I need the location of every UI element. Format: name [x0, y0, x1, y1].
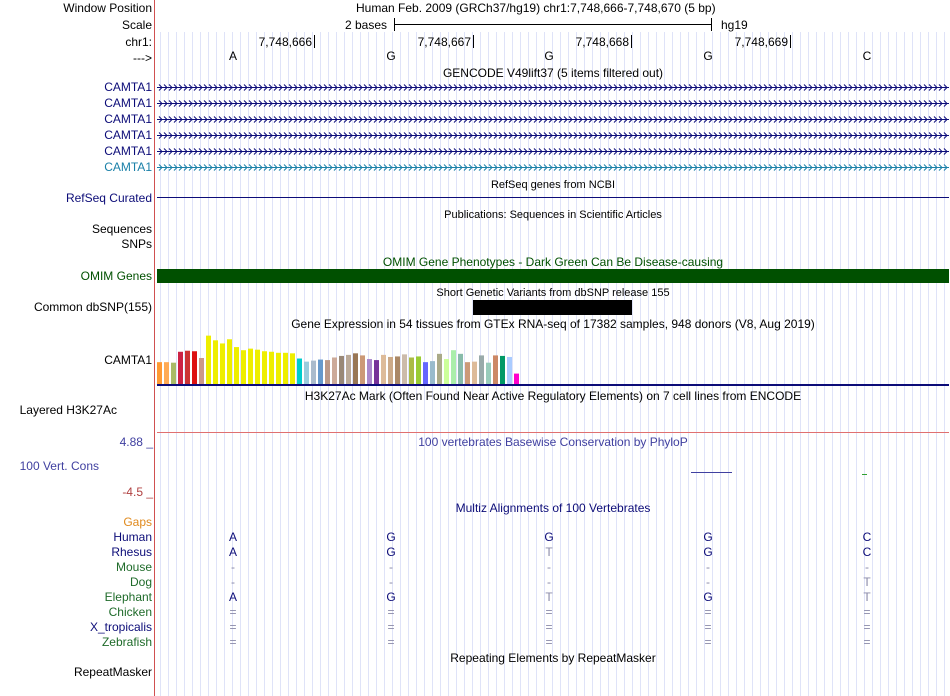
multiz-base: - [231, 575, 235, 589]
h3k27ac-track-title: H3K27Ac Mark (Often Found Near Active Regulatory Elements) on 7 cell lines from ENCODE [304, 389, 802, 403]
gencode-transcript-label[interactable]: CAMTA1 [104, 96, 152, 110]
multiz-base: G [703, 590, 713, 604]
multiz-base: G [544, 530, 554, 544]
multiz-base: = [863, 635, 871, 649]
refseq-label[interactable]: RefSeq Curated [65, 191, 152, 205]
gtex-label[interactable]: CAMTA1 [104, 353, 152, 367]
gtex-tissue-bar[interactable] [395, 356, 400, 384]
ruler-tick [790, 35, 791, 48]
multiz-base: = [545, 620, 553, 634]
window-position-label: Window Position [63, 1, 152, 15]
dbsnp-variant-block[interactable] [473, 300, 632, 315]
gtex-tissue-bar[interactable] [374, 360, 379, 384]
gtex-tissue-bar[interactable] [283, 353, 288, 384]
gtex-tissue-bar[interactable] [297, 359, 302, 384]
multiz-species-label[interactable]: X_tropicalis [89, 620, 152, 634]
gtex-tissue-bar[interactable] [346, 355, 351, 384]
refseq-track-title: RefSeq genes from NCBI [490, 179, 616, 191]
rmsk-label[interactable]: RepeatMasker [73, 665, 152, 679]
cons-max-label: 4.88 _ [119, 435, 153, 449]
multiz-base: A [228, 530, 237, 544]
gtex-tissue-bar[interactable] [262, 351, 267, 384]
ruler-base: G [703, 49, 713, 63]
ruler-tick [631, 35, 632, 48]
gtex-tissue-bar[interactable] [500, 356, 505, 384]
gtex-tissue-bar[interactable] [388, 357, 393, 384]
gtex-tissue-bar[interactable] [220, 343, 225, 384]
cons-min-label: -4.5 _ [122, 485, 153, 499]
multiz-base: = [863, 620, 871, 634]
scale-bar [394, 24, 712, 25]
multiz-base: - [547, 560, 551, 574]
gtex-tissue-bar[interactable] [402, 354, 407, 384]
gtex-tissue-bar[interactable] [486, 363, 491, 384]
gencode-transcript-label[interactable]: CAMTA1 [104, 160, 152, 174]
h3k27ac-label[interactable]: Layered H3K27Ac [19, 403, 117, 417]
multiz-base: = [704, 635, 712, 649]
gtex-tissue-bar[interactable] [248, 349, 253, 384]
gtex-tissue-bar[interactable] [178, 352, 183, 384]
multiz-base: = [387, 620, 395, 634]
multiz-base: = [545, 605, 553, 619]
dbsnp-label[interactable]: Common dbSNP(155) [33, 300, 152, 314]
multiz-base: T [863, 590, 871, 604]
multiz-base: T [545, 545, 553, 559]
gtex-tissue-bar[interactable] [514, 374, 519, 384]
multiz-base: = [704, 620, 712, 634]
multiz-species-label[interactable]: Dog [129, 575, 152, 589]
multiz-base: - [706, 560, 710, 574]
pubs-track-title: Publications: Sequences in Scientific Articles [444, 209, 662, 221]
gtex-tissue-bar[interactable] [206, 336, 211, 384]
gtex-tissue-bar[interactable] [409, 357, 414, 384]
omim-label[interactable]: OMIM Genes [80, 269, 152, 283]
multiz-base: = [863, 605, 871, 619]
gtex-tissue-bar[interactable] [381, 355, 386, 384]
gtex-tissue-bar[interactable] [360, 355, 365, 384]
gtex-expression-chart[interactable] [156, 330, 536, 385]
gtex-tissue-bar[interactable] [234, 347, 239, 384]
gtex-tissue-bar[interactable] [255, 350, 260, 384]
gtex-tissue-bar[interactable] [164, 362, 169, 384]
multiz-species-label[interactable]: Gaps [123, 515, 152, 529]
ruler-position-label: 7,748,668 [575, 35, 629, 49]
omim-track-title: OMIM Gene Phenotypes - Dark Green Can Be Disease-causing [382, 255, 724, 269]
refseq-gene-line[interactable] [157, 197, 949, 198]
multiz-species-label[interactable]: Chicken [108, 605, 152, 619]
scale-bar-left-tick [394, 18, 395, 31]
gtex-tissue-bar[interactable] [192, 351, 197, 384]
multiz-base: G [703, 545, 713, 559]
pubs-snps-label[interactable]: SNPs [121, 237, 152, 251]
gtex-tissue-bar[interactable] [269, 352, 274, 384]
gencode-transcript-label[interactable]: CAMTA1 [104, 80, 152, 94]
gencode-transcript-label[interactable]: CAMTA1 [104, 144, 152, 158]
gtex-tissue-bar[interactable] [325, 360, 330, 384]
db-label: hg19 [721, 18, 748, 32]
gtex-tissue-bar[interactable] [213, 340, 218, 384]
gtex-track-title: Gene Expression in 54 tissues from GTEx RNA-seq of 17382 samples, 948 donors (V8, Aug 2019) [291, 317, 815, 331]
multiz-base: = [229, 620, 237, 634]
gencode-transcript-line[interactable] [157, 131, 949, 139]
gtex-tissue-bar[interactable] [332, 357, 337, 384]
ruler-base: A [228, 49, 237, 63]
gtex-tissue-bar[interactable] [353, 353, 358, 384]
cons-signal-segment [691, 472, 732, 473]
omim-gene-bar[interactable] [157, 269, 949, 283]
gencode-transcript-label[interactable]: CAMTA1 [104, 128, 152, 142]
gencode-track-title: GENCODE V49lift37 (5 items filtered out) [442, 66, 664, 80]
multiz-species-label[interactable]: Zebrafish [101, 635, 152, 649]
multiz-base: - [706, 575, 710, 589]
ruler-tick [473, 35, 474, 48]
cons-signal-segment-2 [862, 474, 867, 475]
cons-track-title: 100 vertebrates Basewise Conservation by PhyloP [418, 435, 688, 449]
multiz-base: - [547, 575, 551, 589]
gencode-transcript-line[interactable] [157, 147, 949, 155]
ruler-position-label: 7,748,667 [417, 35, 471, 49]
scale-text: 2 bases [345, 18, 388, 32]
multiz-species-label[interactable]: Elephant [104, 590, 152, 604]
gtex-tissue-bar[interactable] [339, 356, 344, 384]
gtex-tissue-bar[interactable] [444, 359, 449, 384]
multiz-base: T [545, 590, 553, 604]
multiz-species-label[interactable]: Rhesus [111, 545, 152, 559]
gtex-tissue-bar[interactable] [171, 363, 176, 384]
gtex-tissue-bar[interactable] [479, 355, 484, 384]
gtex-tissue-bar[interactable] [507, 357, 512, 384]
gtex-tissue-bar[interactable] [185, 351, 190, 384]
multiz-base: T [863, 575, 871, 589]
gencode-transcript-line[interactable] [157, 163, 949, 171]
gtex-tissue-bar[interactable] [451, 350, 456, 384]
gtex-tissue-bar[interactable] [458, 354, 463, 384]
multiz-base: C [862, 530, 872, 544]
pubs-sequences-label[interactable]: Sequences [91, 222, 152, 236]
scale-label: Scale [121, 18, 152, 32]
gencode-transcript-label[interactable]: CAMTA1 [104, 112, 152, 126]
ruler-base: G [544, 49, 554, 63]
ruler-base: C [862, 49, 872, 63]
gencode-transcript-line[interactable] [157, 99, 949, 107]
multiz-base: - [865, 560, 869, 574]
gtex-tissue-bar[interactable] [437, 354, 442, 384]
gencode-transcript-line[interactable] [157, 83, 949, 91]
multiz-base: = [704, 605, 712, 619]
multiz-base: G [703, 530, 713, 544]
cons-label[interactable]: 100 Vert. Cons [19, 459, 99, 473]
scale-bar-right-tick [711, 18, 712, 31]
gtex-tissue-bar[interactable] [430, 361, 435, 384]
ruler-position-label: 7,748,666 [258, 35, 312, 49]
gtex-tissue-bar[interactable] [276, 353, 281, 384]
ruler-position-label: 7,748,669 [734, 35, 788, 49]
multiz-base: A [228, 590, 237, 604]
gtex-tissue-bar[interactable] [157, 362, 162, 384]
gtex-tissue-bar[interactable] [465, 362, 470, 384]
gtex-tissue-bar[interactable] [290, 353, 295, 384]
multiz-base: = [545, 635, 553, 649]
multiz-species-label[interactable]: Mouse [115, 560, 152, 574]
gtex-tissue-bar[interactable] [227, 339, 232, 384]
gtex-tissue-bar[interactable] [416, 356, 421, 384]
gtex-tissue-bar[interactable] [493, 355, 498, 384]
multiz-base: - [389, 575, 393, 589]
gtex-tissue-bar[interactable] [367, 359, 372, 384]
multiz-base: G [386, 590, 396, 604]
gtex-tissue-bar[interactable] [472, 362, 477, 384]
h3k27ac-baseline [157, 432, 949, 433]
gtex-tissue-bar[interactable] [241, 350, 246, 384]
multiz-base: - [389, 560, 393, 574]
multiz-base: = [229, 605, 237, 619]
multiz-base: - [231, 560, 235, 574]
multiz-base: C [862, 545, 872, 559]
ruler-base: G [386, 49, 396, 63]
gtex-gene-line [157, 384, 949, 386]
multiz-base: A [228, 545, 237, 559]
gtex-tissue-bar[interactable] [199, 358, 204, 384]
multiz-track-title: Multiz Alignments of 100 Vertebrates [455, 501, 651, 515]
rmsk-track-title: Repeating Elements by RepeatMasker [450, 651, 656, 665]
multiz-base: G [386, 530, 396, 544]
multiz-base: = [387, 635, 395, 649]
gtex-tissue-bar[interactable] [304, 362, 309, 384]
multiz-base: G [386, 545, 396, 559]
multiz-species-label[interactable]: Human [113, 530, 152, 544]
gutter-divider [154, 0, 155, 696]
dbsnp-track-title: Short Genetic Variants from dbSNP release 155 [436, 287, 670, 299]
gtex-tissue-bar[interactable] [311, 361, 316, 384]
gtex-tissue-bar[interactable] [318, 360, 323, 384]
assembly-title: Human Feb. 2009 (GRCh37/hg19) chr1:7,748,666-7,748,670 (5 bp) [356, 1, 716, 15]
ruler-tick [314, 35, 315, 48]
multiz-base: = [229, 635, 237, 649]
gencode-transcript-line[interactable] [157, 115, 949, 123]
multiz-base: = [387, 605, 395, 619]
chrom-label: chr1: [125, 35, 152, 49]
strand-label: ---> [133, 51, 152, 65]
gtex-tissue-bar[interactable] [423, 362, 428, 384]
